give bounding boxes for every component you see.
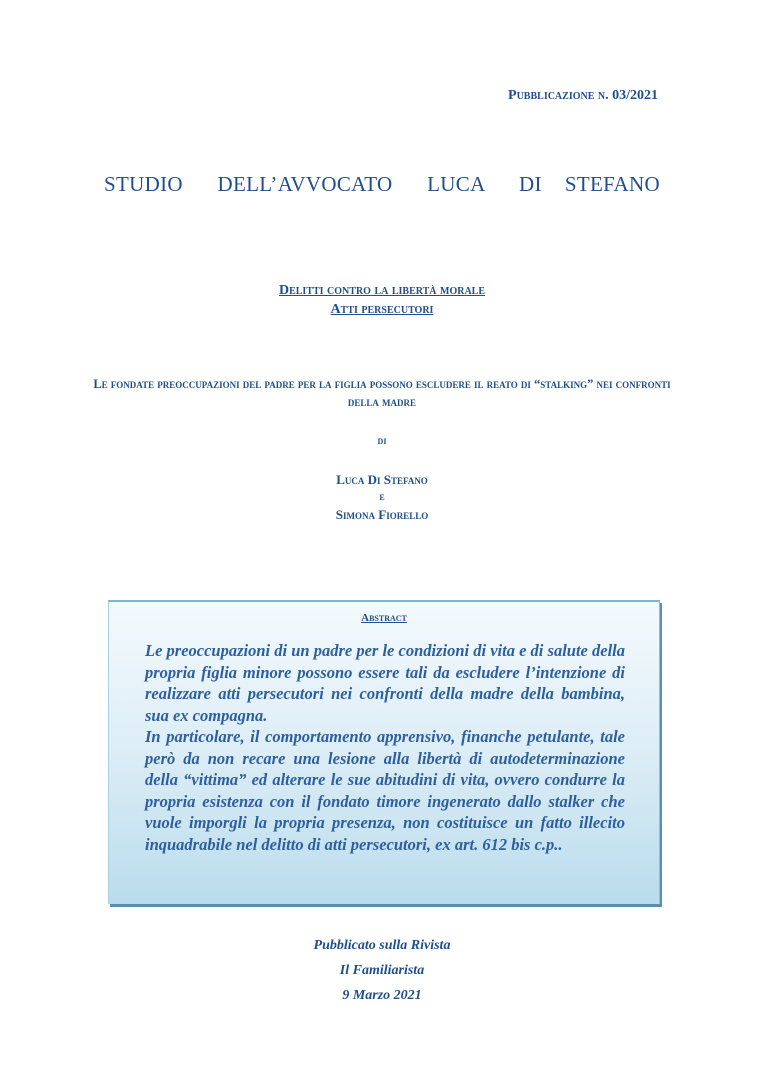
studio-title: STUDIO DELL’AVVOCATO LUCA DI STEFANO xyxy=(104,172,660,196)
author-2: Simona Fiorello xyxy=(335,507,429,522)
abstract-label: Abstract xyxy=(361,612,407,624)
abstract-text xyxy=(145,640,625,855)
article-subtitle: Le fondate preoccupazioni del padre per la figlia possono escludere il reato di “stalking” nei confronti della madre xyxy=(93,377,671,409)
author-1: Luca Di Stefano xyxy=(336,472,428,487)
abstract-paragraph-1: Le preoccupazioni di un padre per le condizioni di vita e di salute della propria figlia minore possono essere tali da escludere l’intenzione di realizzare atti persecutori nei confronti della madre della bambina, sua ex compagna. xyxy=(145,641,625,725)
author-conjunction: e xyxy=(379,491,385,503)
journal-name: Il Familiarista xyxy=(339,963,425,978)
abstract-paragraph-2: In particolare, il comportamento apprensivo, finanche petulante, tale però da non recare una lesione alla libertà di autodeterminazione della “vittima” ed alterare le sue abitudini di vita, ovvero condurre la propria esistenza con il fondato timore ingenerato dallo stalker che vuole imporgli la propria presenza, non costituisce un fatto illecito inquadrabile nel delitto di atti persecutori, ex art. 612 bis c.p.. xyxy=(145,727,625,854)
category-line-1: Delitti contro la libertà morale xyxy=(278,283,486,298)
publication-date: 9 Marzo 2021 xyxy=(342,988,422,1003)
publication-number: Pubblicazione n. 03/2021 xyxy=(508,88,658,103)
publication-info xyxy=(0,933,764,1008)
abstract-box xyxy=(108,600,660,904)
by-label: di xyxy=(377,433,387,447)
category-heading xyxy=(0,281,764,319)
category-line-2: Atti persecutori xyxy=(330,302,434,317)
publication-line-1: Pubblicato sulla Rivista xyxy=(313,938,451,953)
authors xyxy=(0,470,764,525)
